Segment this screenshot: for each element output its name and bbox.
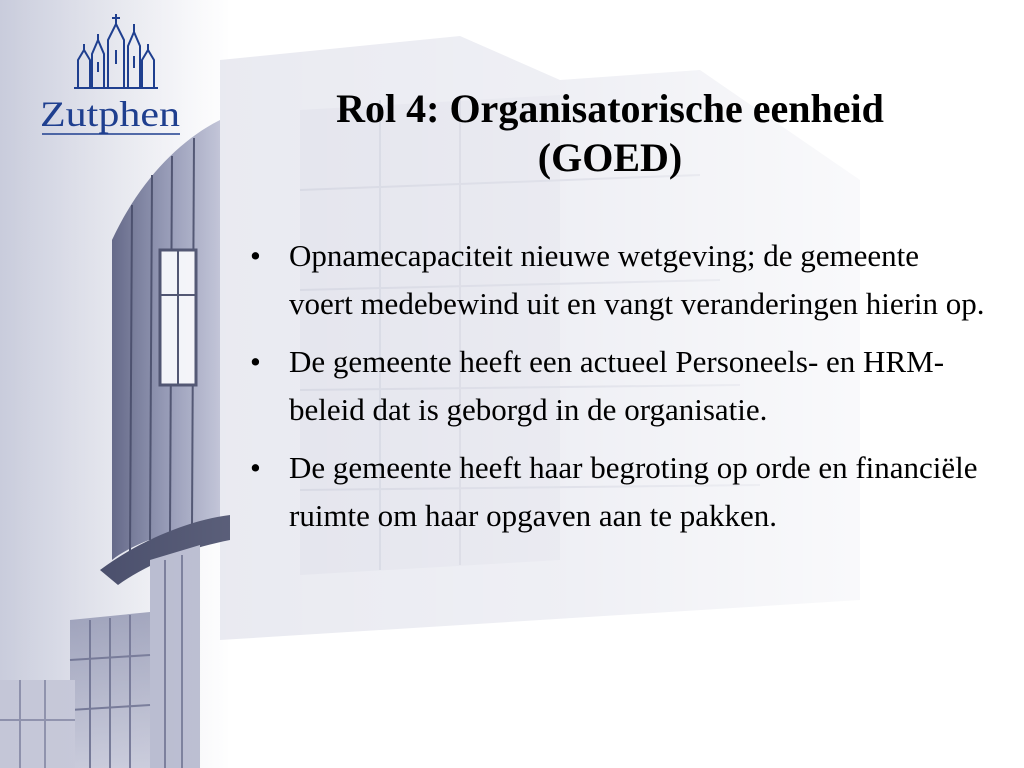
logo-wordmark: Zutphen bbox=[40, 94, 180, 134]
bullet-list bbox=[250, 232, 990, 550]
city-skyline-icon bbox=[74, 14, 158, 88]
bullet-icon: • bbox=[250, 450, 261, 485]
bullet-icon: • bbox=[250, 344, 261, 379]
slide-title bbox=[250, 84, 970, 182]
bullet-item bbox=[250, 232, 990, 328]
bullet-icon: • bbox=[250, 238, 261, 273]
zutphen-logo bbox=[36, 10, 186, 140]
bullet-text: De gemeente heeft een actueel Personeels- en HRM-beleid dat is geborgd in de organisatie. bbox=[289, 344, 945, 427]
bullet-item bbox=[250, 338, 990, 434]
slide-title-line-1: Rol 4: Organisatorische eenheid bbox=[336, 86, 884, 131]
bullet-item bbox=[250, 444, 990, 540]
bullet-text: De gemeente heeft haar begroting op orde en financiële ruimte om haar opgaven aan te pakken. bbox=[289, 450, 978, 533]
slide-title-line-2: (GOED) bbox=[537, 135, 683, 180]
bullet-text: Opnamecapaciteit nieuwe wetgeving; de gemeente voert medebewind uit en vangt veranderingen hierin op. bbox=[289, 238, 985, 321]
